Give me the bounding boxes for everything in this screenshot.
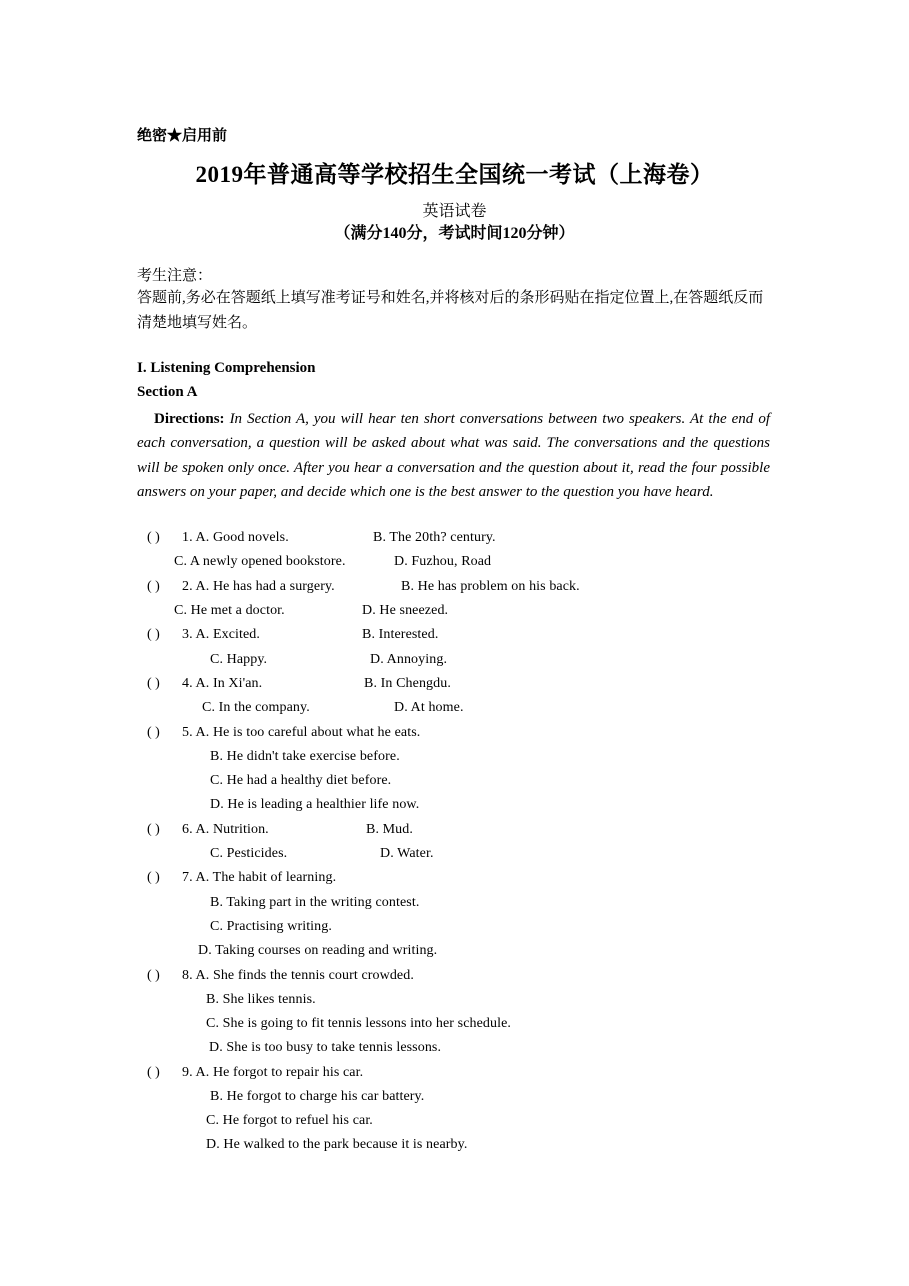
exam-title: 2019年普通高等学校招生全国统一考试（上海卷） [195,162,714,187]
exam-full-score: （满分140分，考试时间120分钟） [334,225,575,242]
q2-option-d: D. He sneezed. [362,603,449,618]
q7-option-b: B. Taking part in the writing contest. [210,895,420,910]
q9-option-a: 9. A. He forgot to repair his car. [182,1065,364,1080]
exam-subject: 英语试卷 [422,203,487,220]
q8-option-c: C. She is going to fit tennis lessons into her schedule. [206,1016,512,1031]
q2-option-b: B. He has problem on his back. [401,579,580,594]
q6-option-c: C. Pesticides. [210,846,288,861]
q9-option-b: B. He forgot to charge his car battery. [210,1089,425,1104]
secret-label: 绝密★启用前 [137,128,228,144]
q6-option-b: B. Mud. [366,822,413,837]
answer-blank[interactable]: ( ) [147,627,160,642]
answer-blank[interactable]: ( ) [147,968,160,983]
q1-option-c: C. A newly opened bookstore. [174,554,346,569]
q8-option-b: B. She likes tennis. [206,992,316,1007]
section-title: Section A [137,384,198,400]
q3-option-d: D. Annoying. [370,652,448,667]
directions-label: Directions: [154,411,225,427]
q4-option-d: D. At home. [394,700,464,715]
notice-heading: 考生注意： [137,268,213,284]
q5-option-c: C. He had a healthy diet before. [210,773,392,788]
q4-option-a: 4. A. In Xi'an. [182,676,263,691]
q8-option-a: 8. A. She finds the tennis court crowded. [182,968,414,983]
q8-option-d: D. She is too busy to take tennis lessons. [209,1040,442,1055]
q7-option-d: D. Taking courses on reading and writing. [198,943,438,958]
q9-option-c: C. He forgot to refuel his car. [206,1113,373,1128]
q4-option-b: B. In Chengdu. [364,676,451,691]
q7-option-c: C. Practising writing. [210,919,332,934]
q5-option-a: 5. A. He is too careful about what he eats. [182,725,421,740]
q6-option-a: 6. A. Nutrition. [182,822,269,837]
q2-option-a: 2. A. He has had a surgery. [182,579,335,594]
answer-blank[interactable]: ( ) [147,1065,160,1080]
q3-option-c: C. Happy. [210,652,268,667]
q5-option-b: B. He didn't take exercise before. [210,749,400,764]
q1-option-b: B. The 20th? century. [373,530,496,545]
q6-option-d: D. Water. [380,846,434,861]
answer-blank[interactable]: ( ) [147,870,160,885]
q1-option-d: D. Fuzhou, Road [394,554,492,569]
q4-option-c: C. In the company. [202,700,310,715]
q1-option-a: 1. A. Good novels. [182,530,289,545]
part-title: I. Listening Comprehension [137,360,316,376]
answer-blank[interactable]: ( ) [147,579,160,594]
q7-option-a: 7. A. The habit of learning. [182,870,337,885]
q9-option-d: D. He walked to the park because it is nearby. [206,1137,468,1152]
directions [137,407,770,504]
q5-option-d: D. He is leading a healthier life now. [210,797,420,812]
directions-text: In Section A, you will hear ten short conversations between two speakers. At the end of each conversation, a question will be asked about what was said. The conversations and the questions will be spoken only once. After you hear a conversation and the question about it, read the four possible answers on your paper, and decide which one is the best answer to the question you have heard. [137,411,770,500]
notice-body: 答题前,务必在答题纸上填写准考证号和姓名,并将核对后的条形码贴在指定位置上,在答题纸反而清楚地填写姓名。 [137,290,764,331]
answer-blank[interactable]: ( ) [147,725,160,740]
q3-option-b: B. Interested. [362,627,439,642]
answer-blank[interactable]: ( ) [147,676,160,691]
q3-option-a: 3. A. Excited. [182,627,260,642]
q2-option-c: C. He met a doctor. [174,603,285,618]
answer-blank[interactable]: ( ) [147,530,160,545]
answer-blank[interactable]: ( ) [147,822,160,837]
